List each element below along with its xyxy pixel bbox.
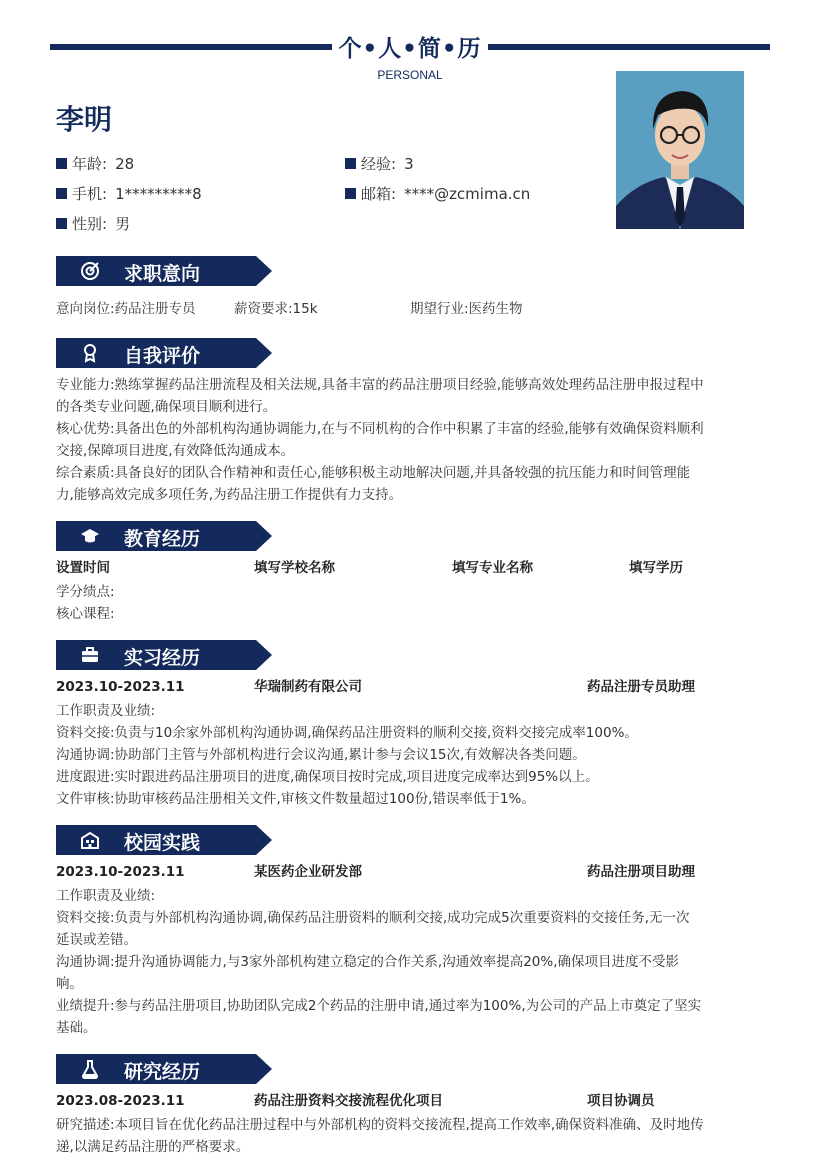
education-time: 设置时间 xyxy=(56,560,110,576)
research-header-row xyxy=(56,1090,766,1112)
profile-photo xyxy=(616,71,744,229)
self-eval-line: 专业能力:熟练掌握药品注册流程及相关法规,具备丰富的药品注册项目经验,能够高效处理药品注册申报过程中 xyxy=(56,377,704,393)
bullet-square xyxy=(345,188,356,199)
target-icon xyxy=(80,261,100,281)
education-major: 填写专业名称 xyxy=(452,560,533,576)
email-value: ****@zcmima.cn xyxy=(404,184,531,203)
internship-header-row xyxy=(56,676,766,698)
self-eval-line: 综合素质:具备良好的团队合作精神和责任心,能够积极主动地解决问题,并具备较强的抗压能力和时间管理能 xyxy=(56,465,691,481)
intent-industry: 期望行业:医药生物 xyxy=(410,301,523,317)
self-eval-line: 的各类专业问题,确保项目顺利进行。 xyxy=(56,399,277,415)
section-header-research xyxy=(56,1054,272,1084)
education-school: 填写学校名称 xyxy=(254,560,335,576)
education-header-row xyxy=(56,557,766,579)
campus-role: 药品注册项目助理 xyxy=(587,864,695,880)
header-line-left xyxy=(50,44,332,50)
campus-line: 沟通协调:提升沟通协调能力,与3家外部机构建立稳定的合作关系,沟通效率提高20%,确保项目进度不受影 xyxy=(56,954,680,970)
phone-label: 手机: xyxy=(72,185,108,203)
gender-value: 男 xyxy=(115,215,131,233)
campus-line: 业绩提升:参与药品注册项目,协助团队完成2个药品的注册申请,通过率为100%,为公司的产品上市奠定了坚实 xyxy=(56,998,702,1014)
research-role: 项目协调员 xyxy=(587,1093,655,1109)
internship-line: 进度跟进:实时跟进药品注册项目的进度,确保项目按时完成,项目进度完成率达到95%以上。 xyxy=(56,769,599,785)
age-value: 28 xyxy=(115,154,135,173)
building-icon xyxy=(80,830,100,850)
page-title: 个•人•简•历 xyxy=(338,36,482,62)
self-eval-line: 核心优势:具备出色的外部机构沟通协调能力,在与不同机构的合作中积累了丰富的经验,能够有效确保资料顺利 xyxy=(56,421,704,437)
campus-time: 2023.10-2023.11 xyxy=(56,864,185,880)
section-header-campus xyxy=(56,825,272,855)
education-gpa: 学分绩点: xyxy=(56,584,115,600)
section-title: 求职意向 xyxy=(124,263,201,285)
email-info xyxy=(345,183,530,204)
flask-icon xyxy=(80,1059,100,1079)
briefcase-icon xyxy=(80,645,100,665)
education-degree: 填写学历 xyxy=(629,560,683,576)
bullet-square xyxy=(56,218,67,229)
medal-icon xyxy=(80,343,100,363)
research-time: 2023.08-2023.11 xyxy=(56,1093,185,1109)
research-line: 研究描述:本项目旨在优化药品注册过程中与外部机构的资料交接流程,提高工作效率,确保资料准确、及时地传 xyxy=(56,1117,704,1133)
campus-line: 延误或差错。 xyxy=(56,932,137,948)
campus-org: 某医药企业研发部 xyxy=(254,864,362,880)
campus-line: 响。 xyxy=(56,976,83,992)
internship-time: 2023.10-2023.11 xyxy=(56,679,185,695)
internship-line: 文件审核:协助审核药品注册相关文件,审核文件数量超过100份,错误率低于1%。 xyxy=(56,791,535,807)
campus-line: 基础。 xyxy=(56,1020,97,1036)
section-title: 校园实践 xyxy=(124,832,201,854)
campus-line: 工作职责及业绩: xyxy=(56,888,156,904)
research-project: 药品注册资料交接流程优化项目 xyxy=(254,1093,443,1109)
section-header-education xyxy=(56,521,272,551)
graduation-cap-icon xyxy=(80,526,100,546)
intent-position: 意向岗位:药品注册专员 xyxy=(56,301,196,317)
section-title: 实习经历 xyxy=(124,647,201,669)
intent-salary: 薪资要求:15k xyxy=(234,301,318,317)
self-eval-line: 力,能够高效完成多项任务,为药品注册工作提供有力支持。 xyxy=(56,487,403,503)
internship-role: 药品注册专员助理 xyxy=(587,679,695,695)
age-info xyxy=(56,153,134,174)
section-title: 教育经历 xyxy=(124,528,201,550)
section-title: 研究经历 xyxy=(124,1061,201,1083)
research-line: 递,以满足药品注册的严格要求。 xyxy=(56,1139,250,1155)
section-header-internship xyxy=(56,640,272,670)
internship-line: 工作职责及业绩: xyxy=(56,703,156,719)
education-courses: 核心课程: xyxy=(56,606,115,622)
job-intent-row xyxy=(56,298,766,320)
page-subtitle: PERSONAL xyxy=(377,68,443,82)
section-header-self-evaluation xyxy=(56,338,272,368)
bullet-square xyxy=(56,158,67,169)
age-label: 年龄: xyxy=(72,155,108,173)
experience-label: 经验: xyxy=(361,155,397,173)
phone-info xyxy=(56,183,202,204)
self-eval-line: 交接,保障项目进度,有效降低沟通成本。 xyxy=(56,443,295,459)
section-header-job-intent xyxy=(56,256,272,286)
phone-value: 1*********8 xyxy=(115,184,202,203)
bullet-square xyxy=(56,188,67,199)
gender-label: 性别: xyxy=(72,215,108,233)
person-name: 李明 xyxy=(56,103,113,136)
experience-value: 3 xyxy=(404,154,414,173)
internship-line: 沟通协调:协助部门主管与外部机构进行会议沟通,累计参与会议15次,有效解决各类问题。 xyxy=(56,747,586,763)
internship-line: 资料交接:负责与10余家外部机构沟通协调,确保药品注册资料的顺利交接,资料交接完成率100%。 xyxy=(56,725,638,741)
gender-info xyxy=(56,213,130,234)
campus-header-row xyxy=(56,861,766,883)
internship-company: 华瑞制药有限公司 xyxy=(254,679,362,695)
header-line-right xyxy=(488,44,770,50)
campus-line: 资料交接:负责与外部机构沟通协调,确保药品注册资料的顺利交接,成功完成5次重要资料的交接任务,无一次 xyxy=(56,910,690,926)
section-title: 自我评价 xyxy=(124,345,201,367)
bullet-square xyxy=(345,158,356,169)
email-label: 邮箱: xyxy=(361,185,397,203)
experience-info xyxy=(345,153,414,174)
